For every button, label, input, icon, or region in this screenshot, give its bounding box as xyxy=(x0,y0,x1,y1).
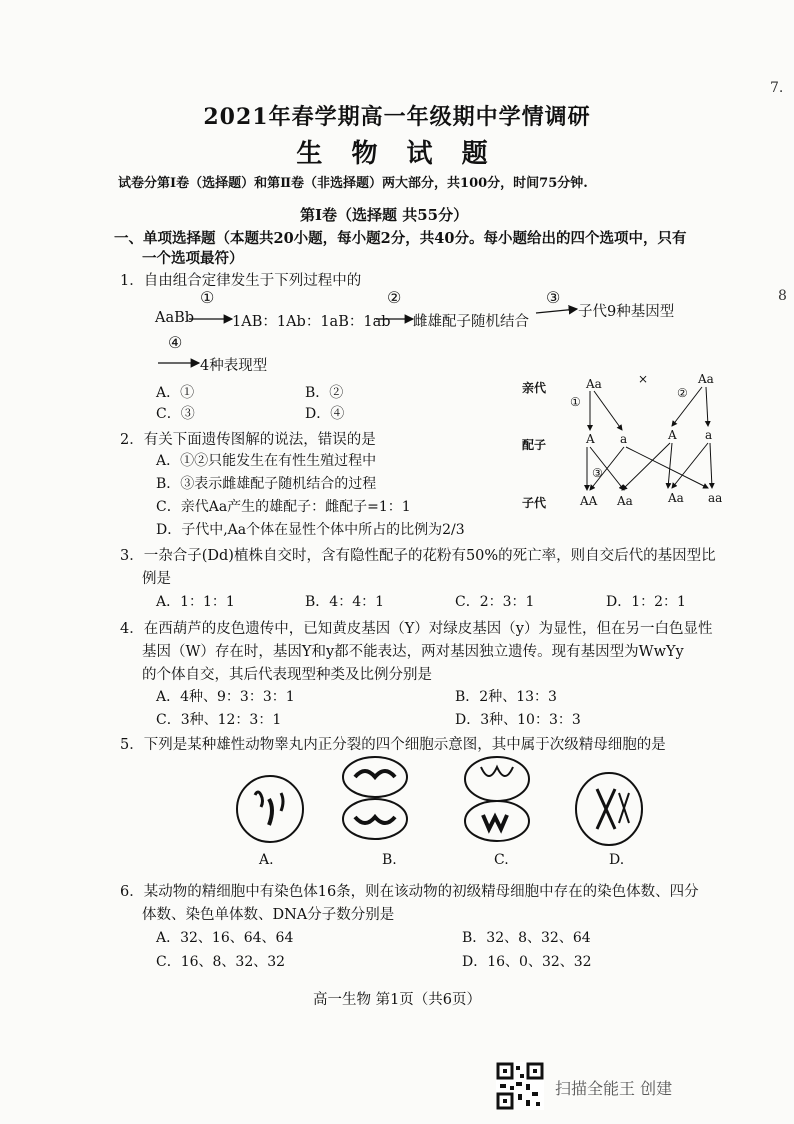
q1-step1-marker: ① xyxy=(200,288,215,307)
q4-stem-line3: 的个体自交，其后代表现型种类及比例分别是 xyxy=(142,667,432,683)
diagram-offspring-label: 子代 xyxy=(522,496,547,510)
q2-option-a[interactable]: A．①②只能发生在有性生殖过程中 xyxy=(156,453,377,469)
q6-stem-line2: 体数、染色单体数、DNA分子数分别是 xyxy=(142,907,395,923)
margin-number-8: 8 xyxy=(778,288,787,304)
q3-option-d[interactable]: D．1：2：1 xyxy=(606,594,686,610)
q3-option-c[interactable]: C．2：3：1 xyxy=(455,594,535,610)
q3-stem-line2: 例是 xyxy=(142,571,171,587)
qr-code-icon xyxy=(496,1062,544,1110)
part1-title: 第Ⅰ卷（选择题 共55分） xyxy=(300,206,469,224)
q1-stem: 1．自由组合定律发生于下列过程中的 xyxy=(120,273,362,289)
q6-option-b[interactable]: B．32、8、32、64 xyxy=(462,930,591,946)
cell-a[interactable] xyxy=(237,776,303,842)
q1-option-a[interactable]: A．① xyxy=(156,385,195,401)
q1-step4-marker: ④ xyxy=(168,333,183,352)
subject-title: 生 物 试 题 xyxy=(296,139,498,169)
q1-step3-marker: ③ xyxy=(546,288,561,307)
q5-label-c[interactable]: C. xyxy=(494,852,509,868)
diagram-gamete-4: a xyxy=(705,428,713,442)
q4-stem-line1: 4．在西葫芦的皮色遗传中，已知黄皮基因（Y）对绿皮基因（y）为显性，但在另一白色显性 xyxy=(120,621,713,637)
q1-arrow-3 xyxy=(536,309,577,313)
q5-label-d[interactable]: D. xyxy=(609,852,625,868)
q4-option-a[interactable]: A．4种、9：3：3：1 xyxy=(156,689,295,705)
scanner-watermark: 扫描全能王 创建 xyxy=(555,1079,673,1098)
q3-stem-line1: 3．一杂合子(Dd)植株自交时，含有隐性配子的花粉有50%的死亡率，则自交后代的基因型比 xyxy=(120,548,716,564)
q1-option-b[interactable]: B．② xyxy=(305,385,344,401)
q4-option-b[interactable]: B．2种、13：3 xyxy=(455,689,557,705)
q5-label-a[interactable]: A. xyxy=(259,852,274,868)
q1-flow-fertilization: 雌雄配子随机结合 xyxy=(413,314,529,330)
diagram-parent-2: Aa xyxy=(698,372,714,386)
q4-option-d[interactable]: D．3种、10：3：3 xyxy=(455,712,581,728)
diagram-marker-1: ① xyxy=(570,395,581,409)
page-footer: 高一生物 第1页（共6页） xyxy=(312,992,482,1008)
q5-cell-diagrams xyxy=(225,755,675,855)
exam-info: 试卷分第Ⅰ卷（选择题）和第Ⅱ卷（非选择题）两大部分，共100分，时间75分钟. xyxy=(118,176,588,191)
q4-stem-line2: 基因（W）存在时，基因Y和y都不能表达，两对基因独立遗传。现有基因型为WwYy xyxy=(142,644,684,660)
diagram-gamete-label: 配子 xyxy=(522,438,547,452)
diagram-marker-2: ② xyxy=(677,386,688,400)
diagram-parent-1: Aa xyxy=(586,377,602,391)
diagram-offspring-1: AA xyxy=(580,494,598,508)
q2-option-c[interactable]: C．亲代Aa产生的雄配子：雌配子=1：1 xyxy=(156,499,411,515)
q6-stem-line1: 6．某动物的精细胞中有染色体16条，则在该动物的初级精母细胞中存在的染色体数、四分 xyxy=(120,884,699,900)
section-heading-line2: 一个选项最符） xyxy=(142,250,244,267)
cell-b[interactable] xyxy=(343,757,407,839)
q6-option-a[interactable]: A．32、16、64、64 xyxy=(156,930,294,946)
q2-stem: 2．有关下面遗传图解的说法，错误的是 xyxy=(120,432,376,448)
diagram-marker-3: ③ xyxy=(592,466,603,480)
cell-c[interactable] xyxy=(465,757,529,841)
q3-option-b[interactable]: B．4：4：1 xyxy=(305,594,385,610)
q4-option-c[interactable]: C．3种、12：3：1 xyxy=(156,712,282,728)
diagram-offspring-2: Aa xyxy=(617,494,633,508)
diagram-offspring-3: Aa xyxy=(668,491,684,505)
diagram-arrows xyxy=(560,370,750,505)
q5-label-b[interactable]: B. xyxy=(382,852,397,868)
margin-number-7: 7. xyxy=(770,80,784,96)
q6-option-c[interactable]: C．16、8、32、32 xyxy=(156,954,286,970)
diagram-gamete-1: A xyxy=(586,432,595,446)
diagram-parent-label: 亲代 xyxy=(522,381,547,395)
q3-option-a[interactable]: A．1：1：1 xyxy=(156,594,235,610)
cell-d[interactable] xyxy=(576,773,642,845)
q5-stem: 5．下列是某种雄性动物睾丸内正分裂的四个细胞示意图，其中属于次级精母细胞的是 xyxy=(120,737,666,753)
diagram-cross-sign: × xyxy=(638,372,649,386)
q1-flow-phenotypes: 4种表现型 xyxy=(200,358,268,374)
section-heading-line1: 一、单项选择题（本题共20小题，每小题2分，共40分。每小题给出的四个选项中，只有 xyxy=(114,230,687,247)
q1-flow-gametes: 1AB：1Ab：1aB：1ab xyxy=(232,314,391,330)
q1-option-d[interactable]: D．④ xyxy=(305,406,345,422)
q1-option-c[interactable]: C．③ xyxy=(156,406,195,422)
q2-option-d[interactable]: D．子代中,Aa个体在显性个体中所占的比例为2/3 xyxy=(156,522,465,538)
q2-option-b[interactable]: B．③表示雌雄配子随机结合的过程 xyxy=(156,476,377,492)
diagram-offspring-4: aa xyxy=(708,491,723,505)
q1-flow-genotypes: 子代9种基因型 xyxy=(578,304,675,320)
diagram-gamete-2: a xyxy=(620,432,628,446)
q1-flow-start: AaBb xyxy=(155,310,195,326)
diagram-gamete-3: A xyxy=(668,428,677,442)
q1-step2-marker: ② xyxy=(387,288,402,307)
q1-flow-arrows xyxy=(0,0,794,400)
q6-option-d[interactable]: D．16、0、32、32 xyxy=(462,954,592,970)
exam-title: 2021年春学期高一年级期中学情调研 xyxy=(203,104,591,130)
